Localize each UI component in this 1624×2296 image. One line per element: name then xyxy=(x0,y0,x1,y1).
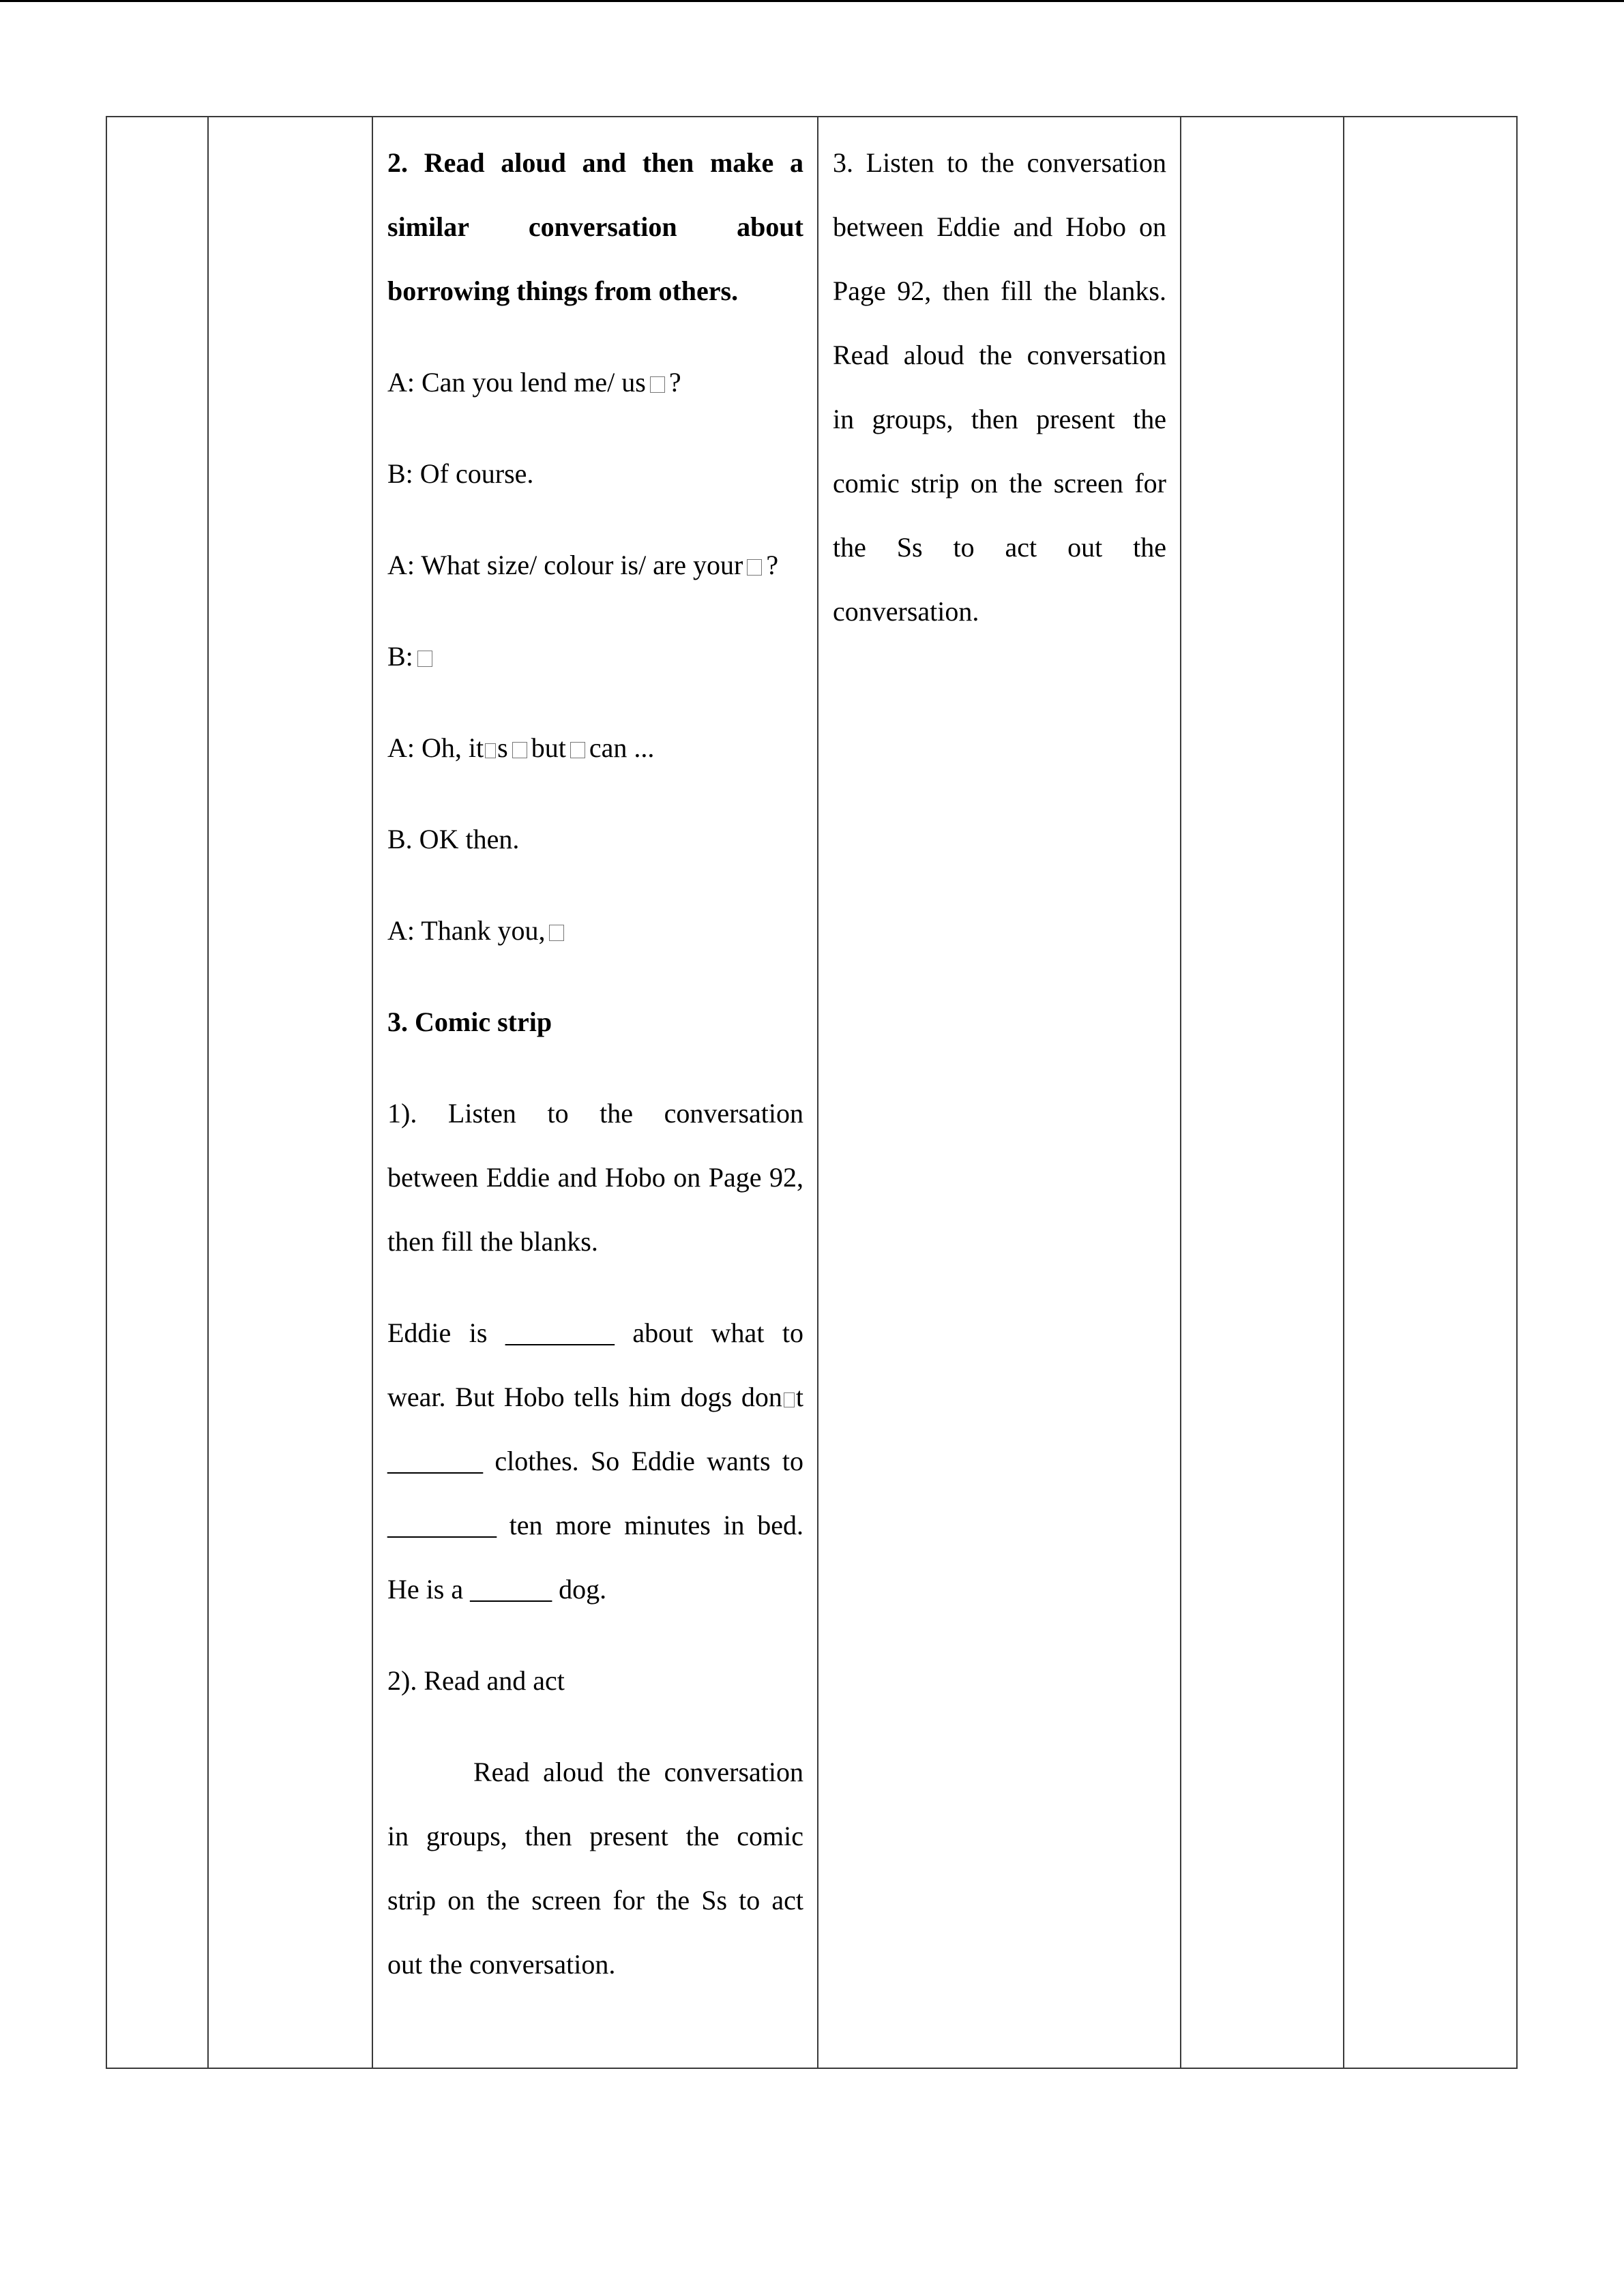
dialogue-line: A: Can you lend me/ us ? xyxy=(387,367,681,398)
column-5-cell xyxy=(1181,117,1344,2068)
task3-sub1: 1). Listen to the conversation between Eddie and Hobo on Page 92, then fill the blanks. xyxy=(387,1098,803,1257)
page-top-rule xyxy=(0,0,1624,2)
blank-box xyxy=(549,925,564,941)
dialogue-line: B: Of course. xyxy=(387,458,534,489)
blank-box xyxy=(747,559,762,576)
missing-glyph-box xyxy=(485,743,496,758)
task2-heading: 2. Read aloud and then make a similar conversation about borrowing things from others. xyxy=(387,147,803,306)
blank-box xyxy=(570,742,585,758)
blank-box xyxy=(417,651,432,667)
column-6-cell xyxy=(1344,117,1517,2068)
missing-glyph-box xyxy=(784,1392,795,1407)
task3-heading: 3. Comic strip xyxy=(387,1007,552,1037)
lesson-plan-table xyxy=(106,116,1518,2069)
blank-box xyxy=(650,376,665,393)
dialogue-line: A: Oh, it s but can ... xyxy=(387,732,655,763)
column-2-cell xyxy=(208,117,372,2068)
teacher-activity-cell xyxy=(372,117,818,2068)
dialogue-line: A: Thank you, xyxy=(387,899,803,963)
dialogue-line: B: xyxy=(387,625,803,689)
dialogue-line: A: What size/ colour is/ are your ? xyxy=(387,550,779,580)
student-activity-cell xyxy=(818,117,1181,2068)
column-1-cell xyxy=(106,117,208,2068)
task3-sub2-text: Read aloud the conversation in groups, then present the comic strip on the screen for the Ss to act out the conversation. xyxy=(387,1757,803,1980)
task3-sub2: 2). Read and act xyxy=(387,1665,565,1696)
dialogue-line: B. OK then. xyxy=(387,824,520,854)
fill-in-paragraph: Eddie is ________ about what to wear. But Hobo tells him dogs don t _______ clothes. So Eddie wants to ________ ten more minutes in bed. He is a ______ dog. xyxy=(387,1317,803,1605)
activity-text: 3. Listen to the conversation between Eddie and Hobo on Page 92, then fill the blanks. Read aloud the conversation in groups, then present the comic strip on the screen for the Ss to act out the conversation. xyxy=(833,147,1166,627)
blank-box xyxy=(512,742,527,758)
table-row xyxy=(106,117,1517,2068)
